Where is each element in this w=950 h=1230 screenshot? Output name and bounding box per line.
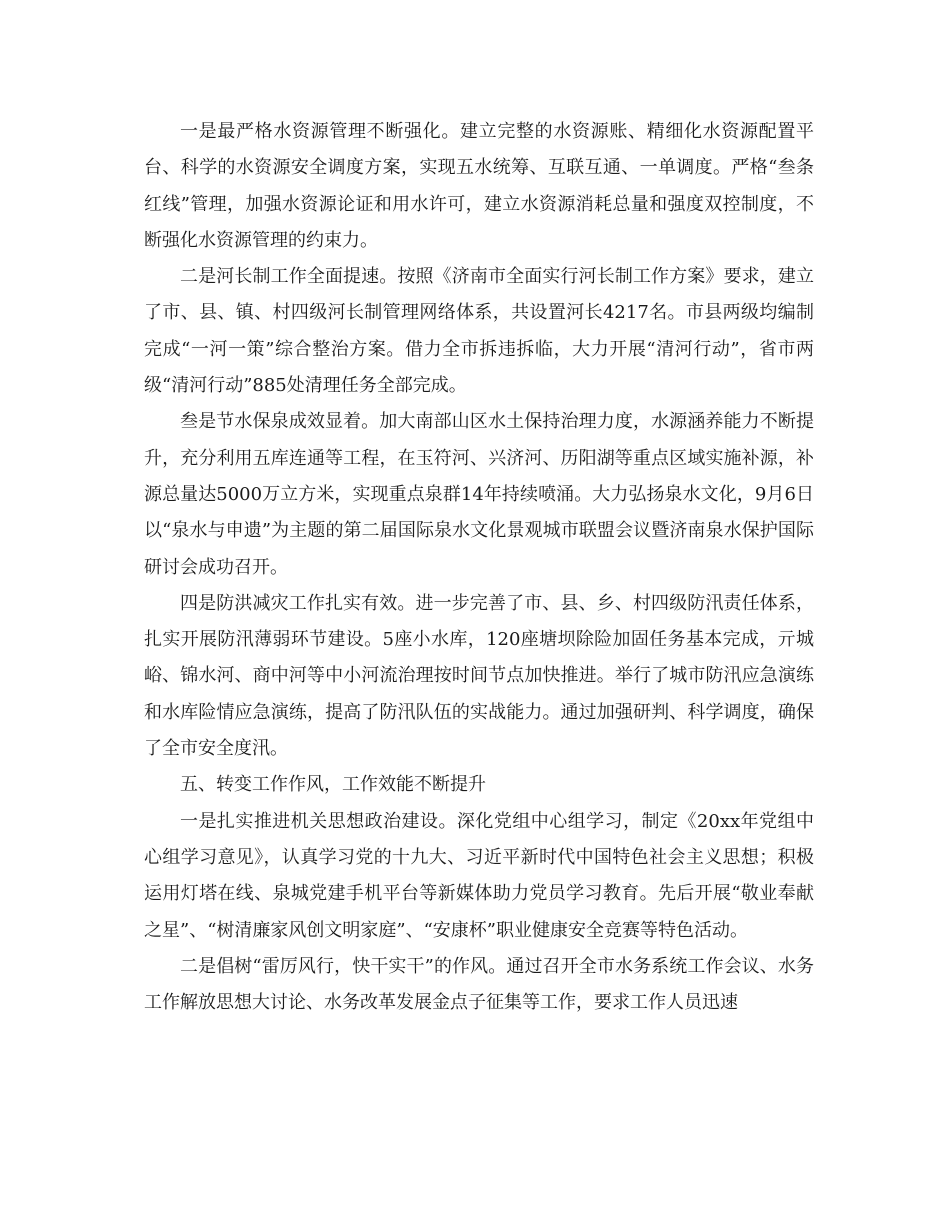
paragraph-work-style: 二是倡树“雷厉风行，快干实干”的作风。通过召开全市水务系统工作会议、水务工作解放思想大讨论、水务改革发展金点子征集等工作，要求工作人员迅速 bbox=[144, 955, 814, 1014]
section-heading-work-style: 五、转变工作作风，工作效能不断提升 bbox=[180, 774, 486, 796]
paragraph-flood-control: 四是防洪减灾工作扎实有效。进一步完善了市、县、乡、村四级防汛责任体系，扎实开展防汛薄弱环节建设。5座小水库，120座塘坝除险加固任务基本完成，亓城峪、锦水河、商中河等中小河流治理按时间节点加快推进。举行了城市防汛应急演练和水库险情应急演练，提高了防汛队伍的实战能力。通过加强研判、科学调度，确保了全市安全度汛。 bbox=[144, 592, 814, 760]
document-body bbox=[144, 114, 814, 1021]
paragraph-political-building: 一是扎实推进机关思想政治建设。深化党组中心组学习，制定《20xx年党组中心组学习意见》，认真学习党的十九大、习近平新时代中国特色社会主义思想；积极运用灯塔在线、泉城党建手机平台等新媒体助力党员学习教育。先后开展“敬业奉献之星”、“树清廉家风创文明家庭”、“安康杯”职业健康安全竞赛等特色活动。 bbox=[144, 810, 814, 941]
paragraph-water-saving-spring-protection: 叁是节水保泉成效显着。加大南部山区水土保持治理力度，水源涵养能力不断提升，充分利用五库连通等工程，在玉符河、兴济河、历阳湖等重点区域实施补源，补源总量达5000万立方米，实现重点泉群14年持续喷涌。大力弘扬泉水文化，9月6日以“泉水与申遗”为主题的第二届国际泉水文化景观城市联盟会议暨济南泉水保护国际研讨会成功召开。 bbox=[144, 411, 814, 578]
paragraph-river-chief-system: 二是河长制工作全面提速。按照《济南市全面实行河长制工作方案》要求，建立了市、县、镇、村四级河长制管理网络体系，共设置河长4217名。市县两级均编制完成“一河一策”综合整治方案。借力全市拆违拆临，大力开展“清河行动”，省市两级“清河行动”885处清理任务全部完成。 bbox=[144, 266, 814, 397]
paragraph-water-resource-management: 一是最严格水资源管理不断强化。建立完整的水资源账、精细化水资源配置平台、科学的水资源安全调度方案，实现五水统筹、互联互通、一单调度。严格“叁条红线”管理，加强水资源论证和用水许可，建立水资源消耗总量和强度双控制度，不断强化水资源管理的约束力。 bbox=[144, 121, 814, 251]
